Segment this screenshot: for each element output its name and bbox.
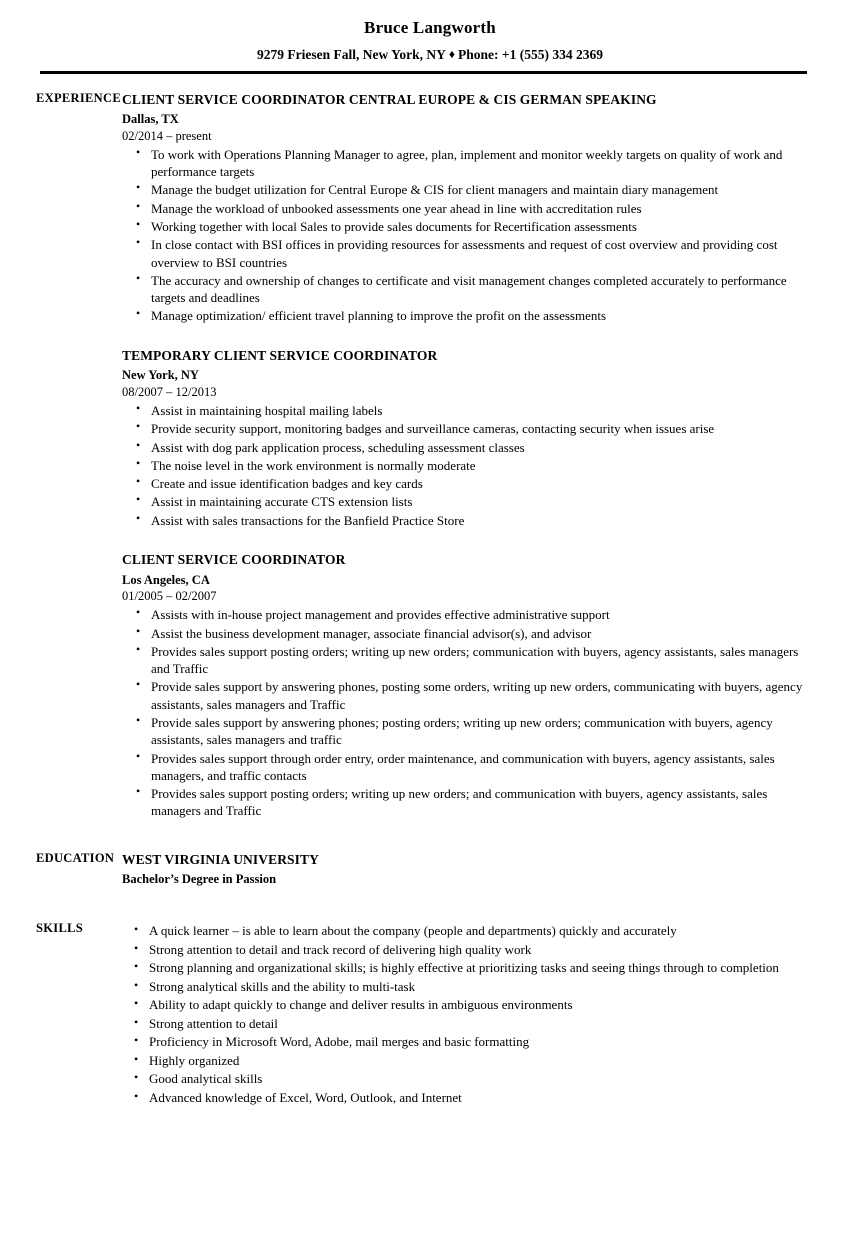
job-bullet: • Assist with sales transactions for the Banfield Practice Store: [134, 512, 810, 529]
skill-bullet: • Strong attention to detail: [132, 1015, 810, 1033]
job-bullet: • Provides sales support posting orders; writing up new orders; and communication with buyers, agency assistants, sales managers and Traffic: [134, 785, 810, 820]
job-location: Los Angeles, CA: [122, 572, 210, 587]
job-bullet: • Provides sales support through order entry, order maintenance, and communication with buyers, agency assistants, sales managers, and traffic contacts: [134, 750, 810, 785]
job-entry: [122, 91, 810, 325]
experience-section: [0, 91, 860, 821]
job-dates: 08/2007 – 12/2013: [122, 385, 217, 400]
job-bullet: • Assist with dog park application process, scheduling assessment classes: [134, 439, 810, 456]
job-bullet: • Manage the workload of unbooked assessments one year ahead in line with accreditation rules: [134, 200, 810, 217]
job-bullet: • Assists with in-house project management and provides effective administrative support: [134, 606, 810, 623]
diamond-separator-icon: ♦: [448, 47, 456, 62]
section-label-skills: SKILLS: [36, 921, 83, 936]
skill-bullet: • Highly organized: [132, 1052, 810, 1070]
job-bullet: • Manage the budget utilization for Central Europe & CIS for client managers and maintain diary management: [134, 181, 810, 198]
job-bullet: • The noise level in the work environment is normally moderate: [134, 457, 810, 474]
job-bullet: • Manage optimization/ efficient travel planning to improve the profit on the assessments: [134, 307, 810, 324]
job-title: CLIENT SERVICE COORDINATOR CENTRAL EUROPE & CIS GERMAN SPEAKING: [122, 91, 657, 107]
job-bullet: • Assist in maintaining hospital mailing labels: [134, 402, 810, 419]
job-dates: 02/2014 – present: [122, 129, 212, 143]
education-section: [0, 851, 860, 888]
job-entry: [122, 347, 810, 529]
section-label-experience: EXPERIENCE: [36, 90, 121, 105]
candidate-name: Bruce Langworth: [364, 18, 496, 37]
job-title: TEMPORARY CLIENT SERVICE COORDINATOR: [122, 347, 438, 363]
skill-bullet: • Proficiency in Microsoft Word, Adobe, mail merges and basic formatting: [132, 1033, 810, 1051]
job-bullet: • Provide sales support by answering phones, posting some orders, writing up new orders, communicating with buyers, agency assistants, sales managers and Traffic: [134, 678, 810, 713]
candidate-address: 9279 Friesen Fall, New York, NY: [257, 47, 446, 63]
skills-body: [122, 921, 860, 1107]
job-location: Dallas, TX: [122, 112, 179, 127]
job-bullet: • Provides sales support posting orders; writing up new orders; communication with buyers, agency assistants, sales managers and Traffic: [134, 643, 810, 678]
header-divider: [40, 71, 807, 74]
section-label-education: EDUCATION: [36, 850, 115, 865]
job-bullet: • In close contact with BSI offices in providing resources for assessments and request of cost overview and providing cost overview to BSI countries: [134, 236, 810, 271]
education-body: [122, 851, 860, 888]
job-location: New York, NY: [122, 368, 199, 383]
job-entry: [122, 551, 810, 820]
job-bullet-list: [122, 146, 810, 325]
skills-section: [0, 921, 860, 1107]
education-school: WEST VIRGINIA UNIVERSITY: [122, 851, 319, 867]
skill-bullet: • Strong analytical skills and the ability to multi-task: [132, 978, 810, 996]
skill-bullet: • Good analytical skills: [132, 1070, 810, 1088]
job-bullet-list: [122, 402, 810, 529]
skill-bullet: • A quick learner – is able to learn about the company (people and departments) quickly and accurately: [132, 922, 810, 940]
candidate-phone: Phone: +1 (555) 334 2369: [458, 47, 603, 63]
job-bullet: • To work with Operations Planning Manager to agree, plan, implement and monitor weekly targets on quality of work and performance targets: [134, 146, 810, 181]
experience-body: [122, 91, 860, 821]
job-bullet: • Provide sales support by answering phones; posting orders; writing up new orders; communication with buyers, agency assistants, sales managers and traffic: [134, 714, 810, 749]
skill-bullet: • Strong attention to detail and track record of delivering high quality work: [132, 941, 810, 959]
skill-bullet: • Ability to adapt quickly to change and deliver results in ambiguous environments: [132, 996, 810, 1014]
candidate-contact-line: [0, 47, 860, 63]
job-title: CLIENT SERVICE COORDINATOR: [122, 551, 346, 567]
resume-header: [0, 0, 860, 74]
job-bullet: • Assist in maintaining accurate CTS extension lists: [134, 493, 810, 510]
job-bullet: • Working together with local Sales to provide sales documents for Recertification assessments: [134, 218, 810, 235]
skill-bullet: • Strong planning and organizational skills; is highly effective at prioritizing tasks and seeing things through to completion: [132, 959, 810, 977]
job-dates: 01/2005 – 02/2007: [122, 589, 217, 604]
job-bullet: • Provide security support, monitoring badges and surveillance cameras, contacting security when issues arise: [134, 420, 810, 437]
job-bullet-list: [122, 606, 810, 819]
job-bullet: • The accuracy and ownership of changes to certificate and visit management changes completed accurately to performance targets and deadlines: [134, 272, 810, 307]
education-degree: Bachelor’s Degree in Passion: [122, 872, 277, 887]
job-bullet: • Assist the business development manager, associate financial advisor(s), and advisor: [134, 625, 810, 642]
skills-bullet-list: [122, 922, 810, 1106]
skill-bullet: • Advanced knowledge of Excel, Word, Outlook, and Internet: [132, 1089, 810, 1107]
job-bullet: • Create and issue identification badges and key cards: [134, 475, 810, 492]
